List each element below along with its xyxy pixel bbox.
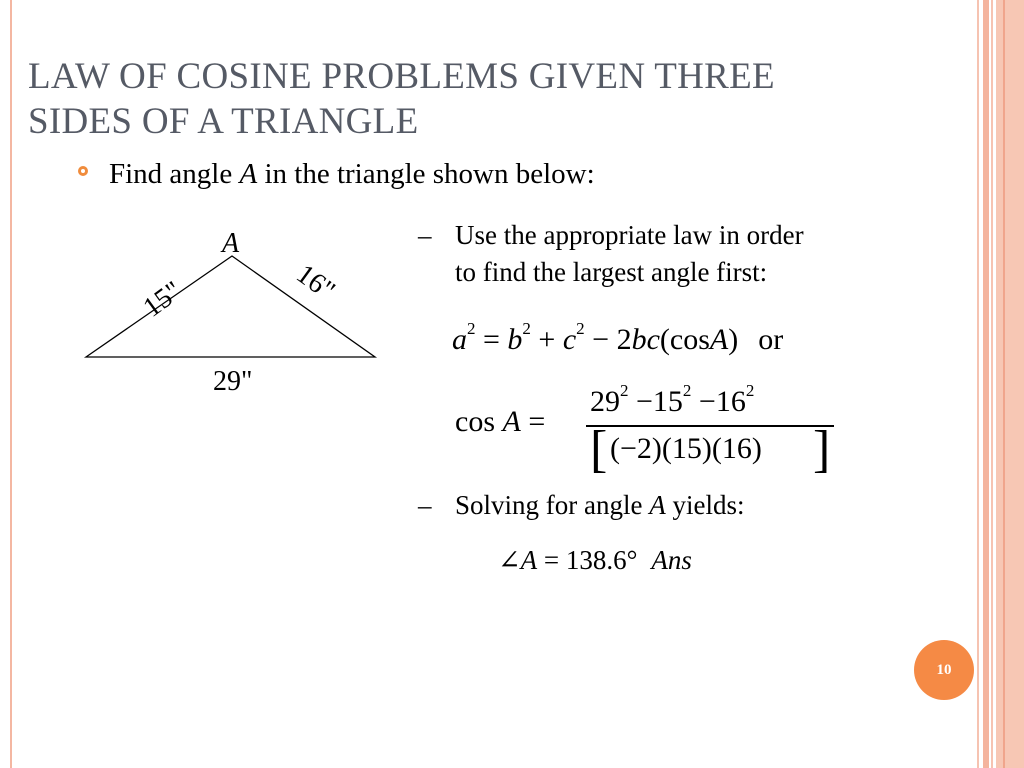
bullet-text: Find angle A in the triangle shown below:	[109, 158, 595, 190]
step-2-text: Solving for angle A yields:	[455, 490, 745, 520]
dash-marker: –	[418, 220, 432, 250]
triangle-shape	[86, 256, 375, 357]
fraction-bar	[586, 425, 834, 427]
cos-lhs: cos A =	[455, 405, 546, 438]
law-of-cosines-equation: $a^2 = b^2 + c^2 - 2bc(\cos A)$ or	[452, 319, 784, 356]
triangle-diagram	[0, 0, 420, 420]
vertex-label-a: A	[222, 228, 240, 259]
left-bracket: [	[590, 421, 608, 478]
fraction-numerator: $29^2 -15^2 -16^2$	[590, 381, 755, 418]
fraction-denominator: (−2)(15)(16)	[610, 432, 762, 465]
right-bracket: ]	[813, 421, 831, 478]
answer-line: ∠A = 138.6° Ans	[498, 545, 692, 575]
side-label-right: 16"	[290, 258, 341, 307]
side-label-left: 15"	[137, 275, 188, 324]
title-line-1: LAW OF COSINE PROBLEMS GIVEN THREE	[28, 56, 775, 97]
step-1-text: Use the appropriate law in order to find the largest angle first:	[455, 220, 804, 287]
dash-marker: –	[418, 490, 432, 520]
page-number-badge: 10	[914, 640, 974, 700]
title-line-2: SIDES OF A TRIANGLE	[28, 101, 419, 142]
side-label-bottom: 29"	[213, 366, 253, 397]
angle-symbol-icon: ∠	[498, 545, 521, 575]
